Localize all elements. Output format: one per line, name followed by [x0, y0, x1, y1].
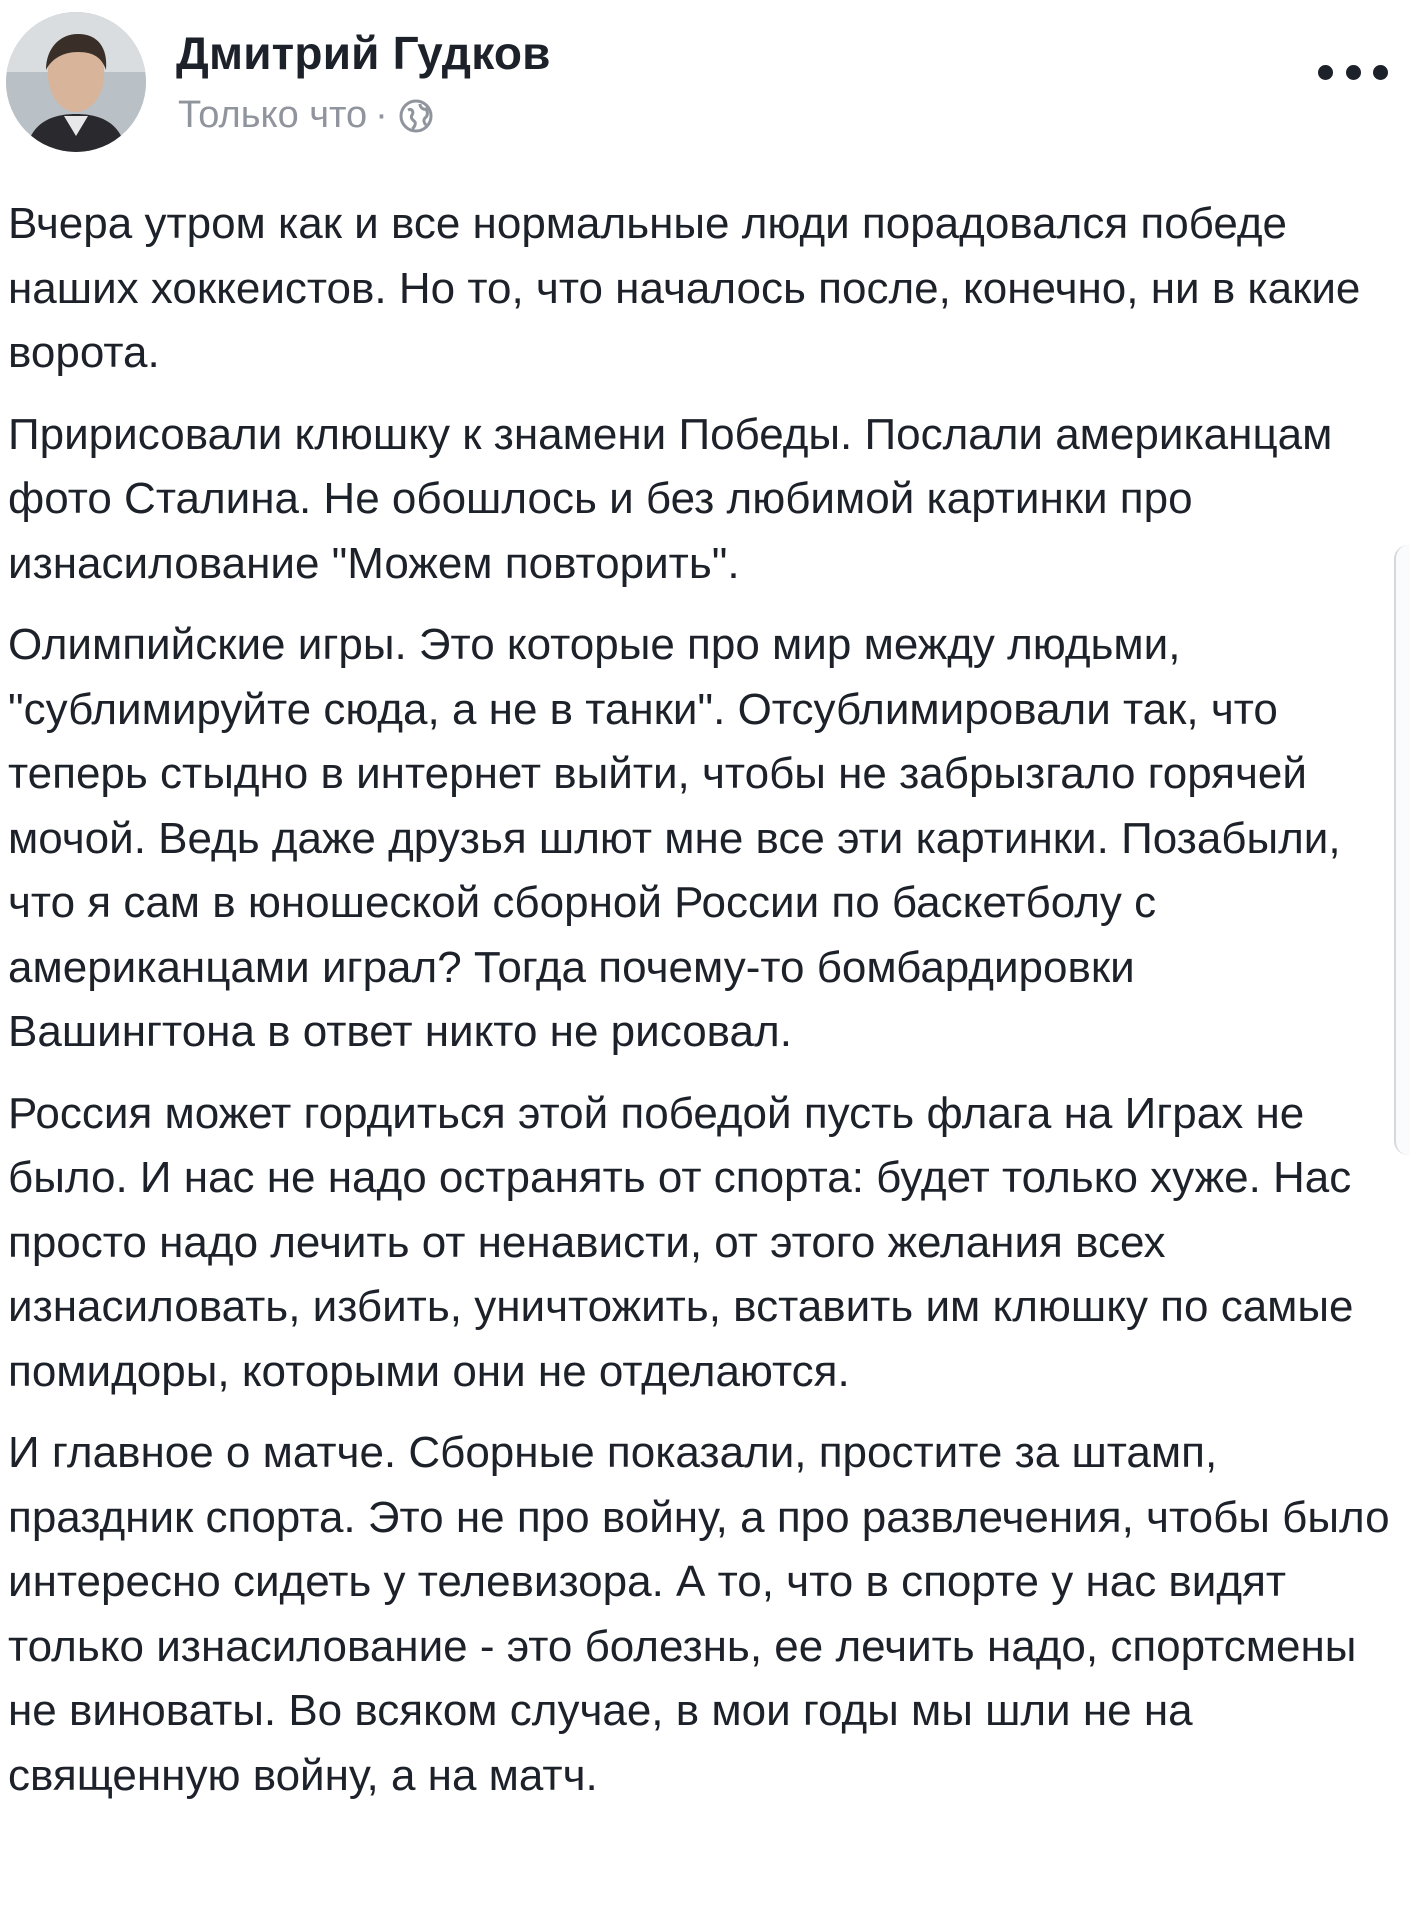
post-timestamp[interactable]: Только что: [178, 94, 368, 136]
post-paragraph: Пририсовали клюшку к знамени Победы. Послали американцам фото Сталина. Не обошлось и без любимой картинки про изнасилование "Можем повторить".: [8, 409, 1333, 588]
more-dot: [1346, 65, 1361, 80]
more-dot: [1373, 65, 1388, 80]
post-paragraph: Вчера утром как и все нормальные люди порадовался победе наших хоккеистов. Но то, что началось после, конечно, ни в какие ворота.: [8, 199, 1361, 377]
post-header: [6, 12, 1396, 162]
post-paragraph: Россия может гордиться этой победой пусть флага на Играх не было. И нас не надо остранять от спорта: будет только хуже. Нас просто надо лечить от ненависти, от этого желания всех изнасиловать, избить, уничтожить, вставить им клюшку по самые помидоры, которыми они не отделаются.: [8, 1088, 1354, 1396]
avatar-photo: [6, 12, 146, 152]
post-paragraph: Олимпийские игры. Это которые про мир между людьми, "сублимируйте сюда, а не в танки". Отсублимировали так, что теперь стыдно в интернет выйти, чтобы не забрызгало горячей мочой. Ведь даже друзья шлют мне все эти картинки. Позабыли, что я сам в юношеской сборной России по баскетболу с американцами играл? Тогда почему-то бомбардировки Вашингтона в ответ никто не рисовал.: [8, 620, 1341, 1056]
more-options-button[interactable]: [1318, 52, 1388, 92]
scrollbar[interactable]: [1394, 545, 1410, 1155]
author-name[interactable]: Дмитрий Гудков: [176, 27, 551, 79]
meta-separator: ·: [375, 94, 388, 136]
globe-icon[interactable]: [398, 98, 434, 134]
post-body: [8, 192, 1393, 1825]
more-dots-icon: [1318, 65, 1333, 80]
post-paragraph: И главное о матче. Сборные показали, простите за штамп, праздник спорта. Это не про войну, а про развлечения, чтобы было интересно сидеть у телевизора. А то, что в спорте у нас видят только изнасилование - это болезнь, ее лечить надо, спортсмены не виноваты. Во всяком случае, в мои годы мы шли не на священную войну, а на матч.: [8, 1428, 1390, 1800]
post-meta: [178, 94, 434, 137]
avatar[interactable]: [6, 12, 146, 152]
